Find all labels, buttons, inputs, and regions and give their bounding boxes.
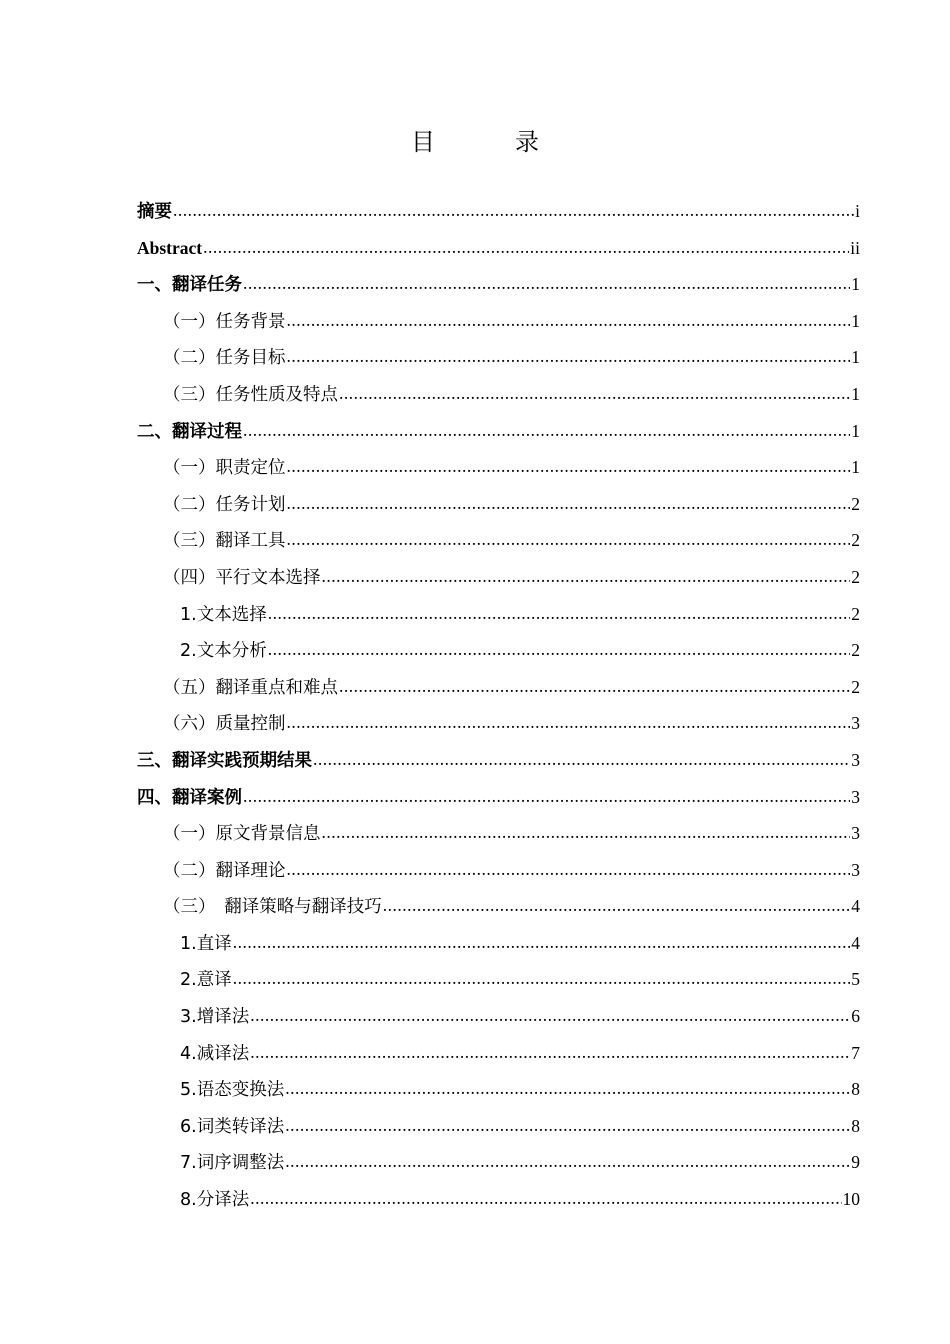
- toc-dot-leader: [287, 448, 851, 485]
- toc-entry-label: 3.增译法: [180, 1007, 250, 1028]
- toc-entry[interactable]: [137, 266, 860, 303]
- toc-entry-page-number: 2: [851, 603, 860, 624]
- toc-entry[interactable]: [137, 1108, 860, 1145]
- toc-entry[interactable]: [137, 193, 860, 230]
- toc-entry-label: （三）任务性质及特点: [163, 384, 338, 405]
- toc-dot-leader: [203, 229, 849, 266]
- toc-dot-leader: [250, 1034, 850, 1071]
- toc-entry-page-number: 1: [851, 383, 860, 404]
- toc-entry[interactable]: [137, 1071, 860, 1108]
- toc-entry[interactable]: [137, 852, 860, 889]
- toc-dot-leader: [250, 1180, 841, 1217]
- toc-entry-label: 三、翻译实践预期结果: [137, 750, 312, 771]
- toc-entry-page-number: 4: [851, 896, 860, 917]
- toc-entry-page-number: 4: [851, 932, 860, 953]
- toc-entry-page-number: 7: [851, 1042, 860, 1063]
- toc-entry-page-number: 1: [851, 420, 860, 441]
- toc-entry-label: 四、翻译案例: [137, 787, 242, 808]
- toc-entry[interactable]: [137, 925, 860, 962]
- toc-entry[interactable]: [137, 779, 860, 816]
- toc-entry-label: （三）翻译工具: [163, 531, 286, 552]
- toc-entry-page-number: 2: [851, 566, 860, 587]
- toc-entry[interactable]: [137, 339, 860, 376]
- toc-entry-label: 7.词序调整法: [180, 1153, 285, 1174]
- toc-entry[interactable]: [137, 632, 860, 669]
- toc-entry-label: （二）任务目标: [163, 348, 286, 369]
- toc-entry-label: （二）翻译理论: [163, 860, 286, 881]
- toc-entry-label: （一）职责定位: [163, 458, 286, 479]
- toc-entry[interactable]: [137, 705, 860, 742]
- toc-entry[interactable]: [137, 815, 860, 852]
- toc-dot-leader: [243, 412, 850, 449]
- toc-entry[interactable]: [137, 486, 860, 523]
- toc-entry-page-number: 1: [851, 310, 860, 331]
- toc-entry-label: （五）翻译重点和难点: [163, 677, 338, 698]
- toc-entry[interactable]: [137, 376, 860, 413]
- toc-dot-leader: [287, 338, 851, 375]
- toc-entry[interactable]: [137, 449, 860, 486]
- toc-dot-leader: [268, 631, 851, 668]
- toc-dot-leader: [339, 668, 850, 705]
- toc-entry[interactable]: [137, 669, 860, 706]
- toc-entry[interactable]: [137, 998, 860, 1035]
- toc-entry-page-number: 5: [851, 969, 860, 990]
- toc-entry-label: （六）质量控制: [163, 714, 286, 735]
- toc-entry[interactable]: [137, 559, 860, 596]
- toc-dot-leader: [285, 1143, 850, 1180]
- toc-entry-label: 2.文本分析: [180, 641, 267, 662]
- toc-dot-leader: [383, 887, 851, 924]
- toc-dot-leader: [322, 814, 851, 851]
- toc-entry-label: （四）平行文本选择: [163, 567, 321, 588]
- toc-entry-label: 摘要: [137, 202, 172, 222]
- toc-entry-page-number: 2: [851, 530, 860, 551]
- toc-entry-page-number: ii: [850, 237, 860, 258]
- toc-dot-leader: [243, 778, 850, 815]
- toc-entry-page-number: 2: [851, 493, 860, 514]
- toc-entry-page-number: 2: [851, 640, 860, 661]
- toc-dot-leader: [233, 960, 851, 997]
- toc-dot-leader: [173, 192, 854, 229]
- toc-dot-leader: [287, 302, 851, 339]
- toc-entry[interactable]: [137, 230, 860, 267]
- toc-entry[interactable]: [137, 596, 860, 633]
- toc-dot-leader: [339, 375, 850, 412]
- toc-entry-label: 1.直译: [180, 933, 232, 954]
- toc-dot-leader: [287, 851, 851, 888]
- toc-dot-leader: [250, 997, 850, 1034]
- toc-entry[interactable]: [137, 413, 860, 450]
- toc-entry[interactable]: [137, 1035, 860, 1072]
- toc-entry-label: （三） 翻译策略与翻译技巧: [163, 897, 382, 918]
- toc-entry-page-number: 1: [851, 457, 860, 478]
- toc-dot-leader: [243, 265, 850, 302]
- toc-dot-leader: [287, 704, 851, 741]
- toc-dot-leader: [285, 1070, 850, 1107]
- toc-entry-page-number: 3: [851, 823, 860, 844]
- toc-entry-label: （一）原文背景信息: [163, 824, 321, 845]
- toc-entry-page-number: 10: [842, 1189, 860, 1210]
- toc-dot-leader: [268, 595, 851, 632]
- toc-entry[interactable]: [137, 742, 860, 779]
- toc-entry-label: 8.分译法: [180, 1190, 250, 1211]
- toc-dot-leader: [313, 741, 850, 778]
- toc-entry-page-number: 3: [851, 749, 860, 770]
- toc-entry-label: Abstract: [137, 237, 203, 258]
- toc-entry-page-number: 8: [851, 1115, 860, 1136]
- toc-entry-label: 5.语态变换法: [180, 1080, 285, 1101]
- table-of-contents: [137, 193, 860, 1218]
- toc-entry-label: 二、翻译过程: [137, 421, 242, 442]
- toc-dot-leader: [287, 485, 851, 522]
- toc-dot-leader: [233, 924, 851, 961]
- toc-entry-page-number: 3: [851, 713, 860, 734]
- toc-dot-leader: [322, 558, 851, 595]
- toc-entry-page-number: 8: [851, 1079, 860, 1100]
- toc-entry-page-number: 3: [851, 786, 860, 807]
- toc-entry[interactable]: [137, 303, 860, 340]
- toc-entry-page-number: 1: [851, 274, 860, 295]
- toc-entry-page-number: 2: [851, 676, 860, 697]
- toc-entry-page-number: 1: [851, 347, 860, 368]
- toc-entry-page-number: i: [855, 201, 860, 221]
- toc-entry-label: （一）任务背景: [163, 311, 286, 332]
- toc-dot-leader: [285, 1107, 850, 1144]
- toc-entry-page-number: 9: [851, 1152, 860, 1173]
- toc-entry-label: （二）任务计划: [163, 494, 286, 515]
- toc-entry[interactable]: [137, 1181, 860, 1218]
- toc-entry-label: 1.文本选择: [180, 604, 267, 625]
- toc-entry[interactable]: [137, 522, 860, 559]
- toc-entry-label: 4.减译法: [180, 1043, 250, 1064]
- toc-dot-leader: [287, 521, 851, 558]
- toc-entry-label: 一、翻译任务: [137, 275, 242, 296]
- toc-entry-label: 6.词类转译法: [180, 1116, 285, 1137]
- toc-entry-label: 2.意译: [180, 970, 232, 991]
- page-title: 目 录: [411, 128, 567, 156]
- toc-entry-page-number: 6: [851, 1006, 860, 1027]
- toc-entry[interactable]: [137, 1144, 860, 1181]
- toc-entry-page-number: 3: [851, 859, 860, 880]
- toc-entry[interactable]: [137, 961, 860, 998]
- toc-entry[interactable]: [137, 888, 860, 925]
